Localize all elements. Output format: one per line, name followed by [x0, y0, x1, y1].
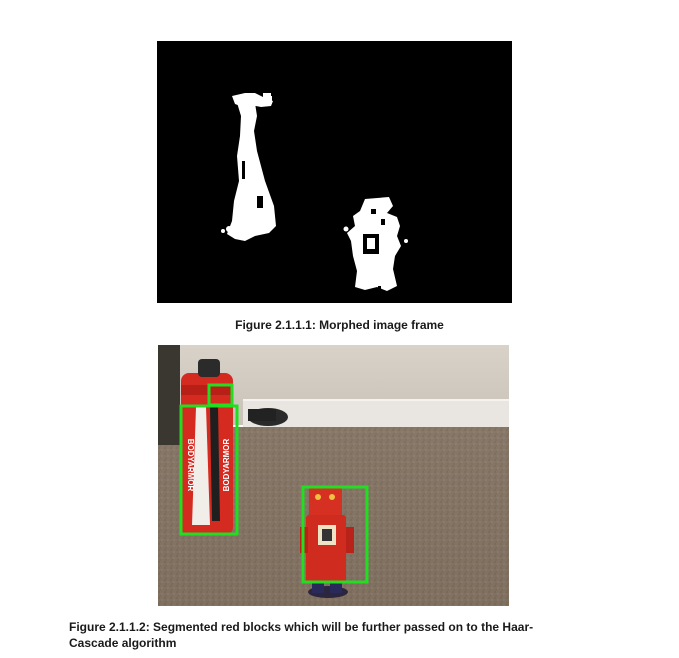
figure-caption-2-line1: Figure 2.1.1.2: Segmented red blocks which will be further passed on to the Haar- [69, 620, 534, 634]
bottle-label-right: BODYARMOR [222, 438, 231, 492]
figure-caption-1: Figure 2.1.1.1: Morphed image frame [235, 318, 444, 332]
figure-caption-2 [69, 619, 609, 651]
bottle-label-left: BODYARMOR [186, 438, 195, 492]
morphed-image-frame [157, 41, 512, 303]
segmented-photo-image [158, 345, 509, 606]
morphed-mask-image [157, 41, 512, 303]
segmented-photo [158, 345, 509, 606]
figure-caption-2-line2: Cascade algorithm [69, 636, 177, 650]
